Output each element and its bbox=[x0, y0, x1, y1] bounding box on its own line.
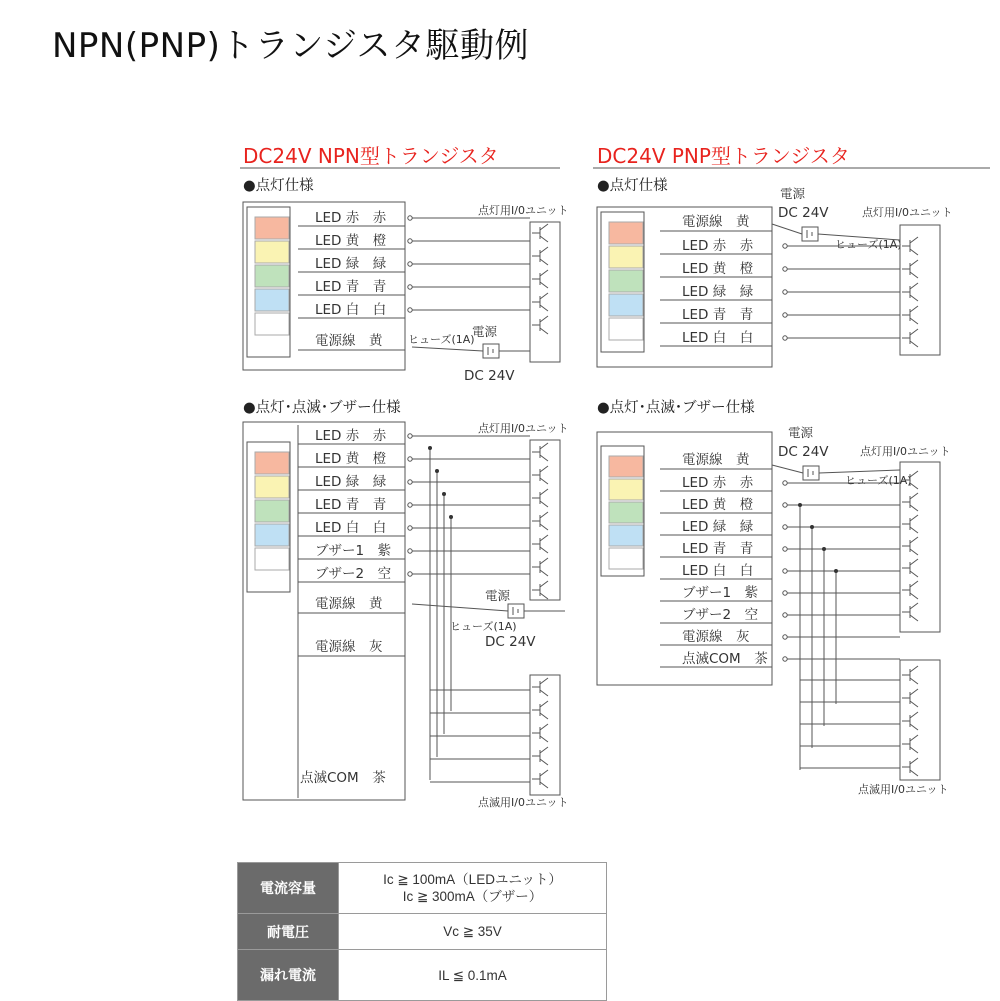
wire-label: 電源線 黄 bbox=[682, 214, 750, 230]
power-supply bbox=[803, 466, 819, 480]
wire-label: LED 青 青 bbox=[682, 541, 754, 557]
wire-line bbox=[772, 224, 802, 234]
transistor-symbol bbox=[902, 237, 918, 255]
terminal-circle bbox=[408, 480, 412, 484]
page-title: NPN(PNP)トランジスタ駆動例 bbox=[52, 26, 529, 66]
wire-label: LED 青 青 bbox=[682, 307, 754, 323]
transistor-symbol bbox=[902, 260, 918, 278]
tower-tier bbox=[609, 270, 643, 292]
wire-label: LED 緑 緑 bbox=[315, 474, 387, 490]
spec-value: IL ≦ 0.1mA bbox=[339, 950, 607, 1001]
terminal-circle bbox=[783, 244, 787, 248]
npn-heading: DC24V NPN型トランジスタ bbox=[243, 144, 499, 168]
pnp-blink-io-unit-2 bbox=[900, 660, 940, 780]
wire-label: LED 白 白 bbox=[315, 520, 387, 536]
transistor-symbol bbox=[902, 689, 918, 707]
transistor-symbol bbox=[902, 666, 918, 684]
transistor-symbol bbox=[532, 489, 548, 507]
fuse-label: ヒューズ(1A) bbox=[845, 474, 912, 487]
terminal-circle bbox=[408, 285, 412, 289]
terminal-circle bbox=[408, 549, 412, 553]
wire-label: LED 緑 緑 bbox=[682, 284, 754, 300]
terminal-circle bbox=[408, 503, 412, 507]
tower-tier bbox=[255, 289, 289, 311]
spec-value bbox=[339, 863, 607, 914]
tower-tier bbox=[255, 500, 289, 522]
spec-row-voltage bbox=[238, 914, 607, 950]
transistor-symbol bbox=[532, 466, 548, 484]
terminal-circle bbox=[783, 613, 787, 617]
psu-label: 電源 bbox=[780, 186, 806, 201]
tower-tier bbox=[609, 294, 643, 316]
wire-label: LED 緑 緑 bbox=[315, 256, 387, 272]
io-unit-label: 点滅用I/0ユニット bbox=[478, 796, 569, 809]
transistor-symbol bbox=[532, 701, 548, 719]
junction-dot bbox=[435, 469, 439, 473]
transistor-symbol bbox=[532, 770, 548, 788]
tower-tier bbox=[255, 548, 289, 570]
tower-tier bbox=[609, 456, 643, 477]
io-unit-label: 点灯用I/0ユニット bbox=[478, 422, 569, 435]
terminal-circle bbox=[408, 262, 412, 266]
terminal-circle bbox=[783, 569, 787, 573]
transistor-symbol bbox=[902, 758, 918, 776]
junction-dot bbox=[428, 446, 432, 450]
terminal-circle bbox=[783, 336, 787, 340]
junction-dot bbox=[810, 525, 814, 529]
wire-label: LED 青 青 bbox=[315, 279, 387, 295]
terminal-circle bbox=[783, 547, 787, 551]
junction-dot bbox=[442, 492, 446, 496]
transistor-symbol bbox=[902, 515, 918, 533]
wire-label: ブザー1 紫 bbox=[315, 543, 392, 559]
pnp-heading: DC24V PNP型トランジスタ bbox=[597, 144, 850, 168]
wire-label: ブザー2 空 bbox=[682, 607, 759, 623]
power-supply bbox=[483, 344, 499, 358]
pnp-lighting-label: ●点灯仕様 bbox=[597, 178, 668, 194]
npn-blink-io-unit-2 bbox=[530, 675, 560, 795]
junction-dot bbox=[449, 515, 453, 519]
transistor-symbol bbox=[902, 581, 918, 599]
tower-tier bbox=[255, 265, 289, 287]
wire-label: 電源線 黄 bbox=[315, 333, 383, 349]
tower-tier bbox=[609, 502, 643, 523]
terminal-circle bbox=[783, 481, 787, 485]
wire-label: 点滅COM 茶 bbox=[300, 770, 386, 786]
transistor-symbol bbox=[532, 558, 548, 576]
tower-tier bbox=[255, 452, 289, 474]
spec-label: 電流容量 bbox=[238, 863, 339, 914]
wire-label: 電源線 灰 bbox=[682, 629, 750, 645]
tower-tier bbox=[255, 217, 289, 239]
wire-label: ブザー1 紫 bbox=[682, 585, 759, 601]
wire-label: LED 黄 橙 bbox=[315, 451, 387, 467]
transistor-symbol bbox=[902, 712, 918, 730]
io-unit-label: 点灯用I/0ユニット bbox=[478, 204, 569, 217]
voltage-label: DC 24V bbox=[778, 444, 829, 460]
wire-label: LED 赤 赤 bbox=[682, 475, 754, 491]
terminal-circle bbox=[783, 503, 787, 507]
wire-label: LED 黄 橙 bbox=[682, 497, 754, 513]
wire-label: LED 黄 橙 bbox=[682, 261, 754, 277]
wire-line bbox=[412, 604, 508, 611]
voltage-label: DC 24V bbox=[464, 368, 515, 384]
transistor-symbol bbox=[902, 537, 918, 555]
terminal-circle bbox=[408, 434, 412, 438]
transistor-symbol bbox=[902, 283, 918, 301]
fuse-label: ヒューズ(1A) bbox=[408, 333, 475, 346]
tower-tier bbox=[609, 318, 643, 340]
terminal-circle bbox=[408, 572, 412, 576]
terminal-circle bbox=[783, 591, 787, 595]
spec-value-line: Ic ≧ 300mA（ブザー） bbox=[402, 889, 543, 904]
wire-label: LED 緑 緑 bbox=[682, 519, 754, 535]
io-unit-label: 点滅用I/0ユニット bbox=[858, 783, 949, 796]
spec-label: 耐電圧 bbox=[238, 914, 339, 950]
tower-tier bbox=[609, 246, 643, 268]
transistor-symbol bbox=[532, 270, 548, 288]
npn-blink-label: ●点灯･点滅･ブザー仕様 bbox=[243, 400, 401, 416]
wire-label: LED 赤 赤 bbox=[315, 428, 387, 444]
transistor-symbol bbox=[902, 603, 918, 621]
transistor-symbol bbox=[902, 493, 918, 511]
wire-line bbox=[772, 465, 803, 473]
junction-dot bbox=[798, 503, 802, 507]
voltage-label: DC 24V bbox=[485, 634, 536, 650]
wire-label: LED 赤 赤 bbox=[315, 210, 387, 226]
spec-value-line: Ic ≧ 100mA（LEDユニット） bbox=[383, 872, 562, 887]
terminal-circle bbox=[783, 525, 787, 529]
pnp-lighting-io-unit bbox=[900, 225, 940, 355]
spec-value: Vc ≧ 35V bbox=[339, 914, 607, 950]
wire-line bbox=[819, 470, 900, 473]
npn-blink-io-unit bbox=[530, 440, 560, 600]
wire-label: LED 白 白 bbox=[315, 302, 387, 318]
transistor-symbol bbox=[532, 678, 548, 696]
wire-line bbox=[412, 347, 483, 351]
transistor-symbol bbox=[902, 735, 918, 753]
fuse-label: ヒューズ(1A) bbox=[835, 238, 902, 251]
terminal-circle bbox=[408, 216, 412, 220]
tower-tier bbox=[255, 476, 289, 498]
transistor-symbol bbox=[902, 306, 918, 324]
terminal-circle bbox=[783, 290, 787, 294]
wire-label: 電源線 黄 bbox=[315, 596, 383, 612]
voltage-label: DC 24V bbox=[778, 205, 829, 221]
wire-label: 電源線 灰 bbox=[315, 639, 383, 655]
wire-label: LED 白 白 bbox=[682, 330, 754, 346]
transistor-symbol bbox=[532, 224, 548, 242]
transistor-symbol bbox=[902, 329, 918, 347]
terminal-circle bbox=[408, 308, 412, 312]
pnp-blink-io-unit bbox=[900, 462, 940, 632]
spec-table bbox=[237, 862, 607, 1001]
transistor-symbol bbox=[532, 535, 548, 553]
wire-label: ブザー2 空 bbox=[315, 566, 392, 582]
psu-label: 電源 bbox=[788, 425, 814, 440]
io-unit-label: 点灯用I/0ユニット bbox=[860, 445, 951, 458]
tower-tier bbox=[609, 548, 643, 569]
npn-lighting-io-unit bbox=[530, 222, 560, 362]
terminal-circle bbox=[783, 635, 787, 639]
spec-row-leakage bbox=[238, 950, 607, 1001]
power-supply bbox=[802, 227, 818, 241]
fuse-label: ヒューズ(1A) bbox=[450, 620, 517, 633]
transistor-symbol bbox=[532, 316, 548, 334]
terminal-circle bbox=[783, 657, 787, 661]
wire-label: LED 青 青 bbox=[315, 497, 387, 513]
junction-dot bbox=[834, 569, 838, 573]
pnp-blink-label: ●点灯･点滅･ブザー仕様 bbox=[597, 400, 755, 416]
tower-tier bbox=[255, 313, 289, 335]
junction-dot bbox=[822, 547, 826, 551]
power-supply bbox=[508, 604, 524, 618]
transistor-symbol bbox=[532, 724, 548, 742]
terminal-circle bbox=[783, 267, 787, 271]
tower-tier bbox=[255, 524, 289, 546]
wire-label: 電源線 黄 bbox=[682, 452, 750, 468]
terminal-circle bbox=[408, 457, 412, 461]
tower-tier bbox=[609, 479, 643, 500]
terminal-circle bbox=[408, 526, 412, 530]
spec-row-current bbox=[238, 863, 607, 914]
psu-label: 電源 bbox=[472, 324, 498, 339]
transistor-symbol bbox=[532, 247, 548, 265]
psu-label: 電源 bbox=[485, 588, 511, 603]
tower-tier bbox=[609, 525, 643, 546]
npn-lighting-label: ●点灯仕様 bbox=[243, 178, 314, 194]
tower-tier bbox=[255, 241, 289, 263]
terminal-circle bbox=[783, 313, 787, 317]
spec-label: 漏れ電流 bbox=[238, 950, 339, 1001]
wire-label: LED 赤 赤 bbox=[682, 238, 754, 254]
wire-label: 点滅COM 茶 bbox=[682, 651, 768, 667]
terminal-circle bbox=[408, 239, 412, 243]
wire-label: LED 白 白 bbox=[682, 563, 754, 579]
transistor-symbol bbox=[532, 443, 548, 461]
wire-label: LED 黄 橙 bbox=[315, 233, 387, 249]
transistor-symbol bbox=[902, 559, 918, 577]
transistor-symbol bbox=[532, 293, 548, 311]
transistor-symbol bbox=[532, 581, 548, 599]
tower-tier bbox=[609, 222, 643, 244]
transistor-symbol bbox=[532, 512, 548, 530]
transistor-symbol bbox=[532, 747, 548, 765]
io-unit-label: 点灯用I/0ユニット bbox=[862, 206, 953, 219]
